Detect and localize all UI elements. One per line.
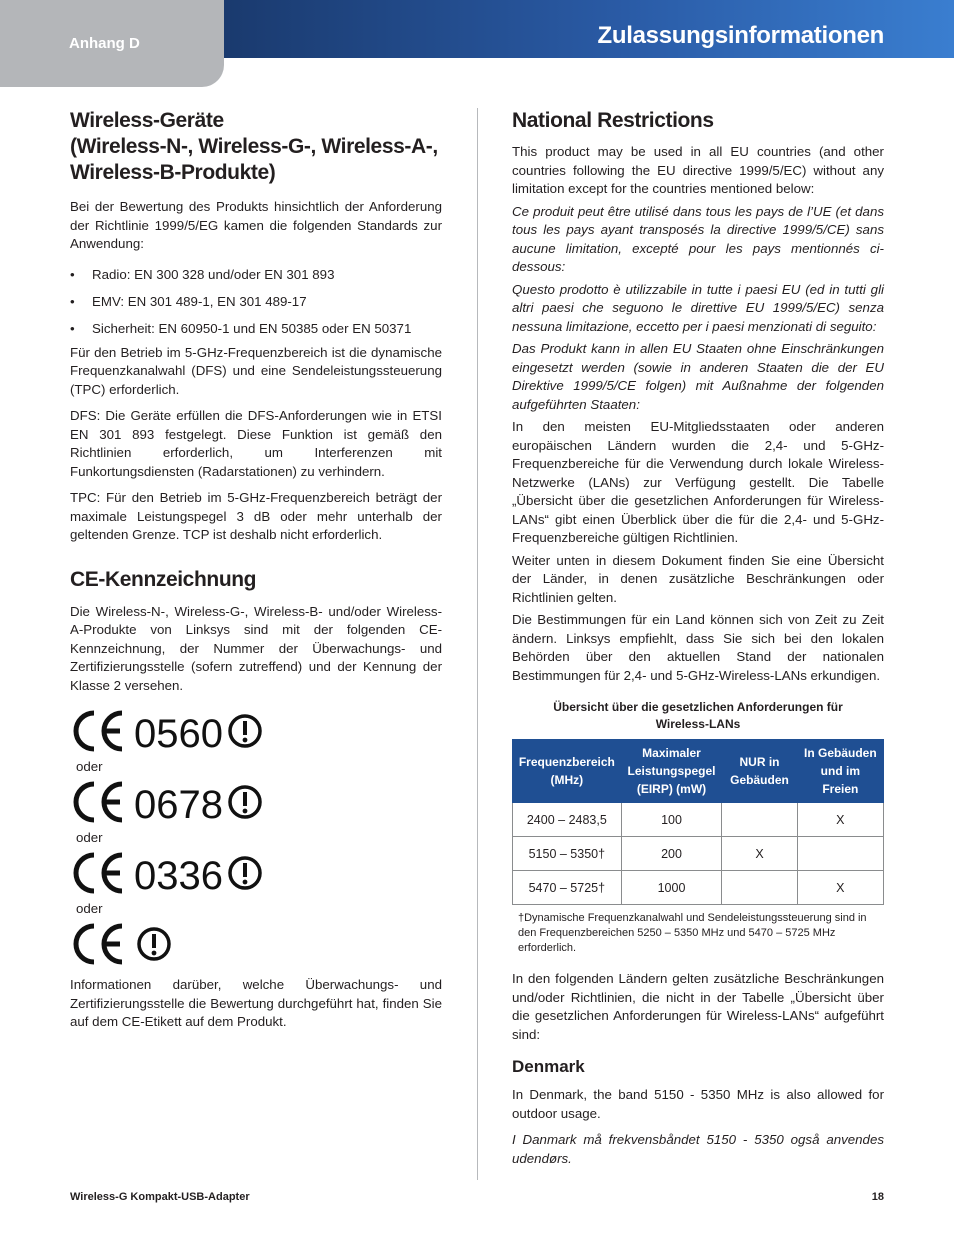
ce-logo-icon [70,709,270,753]
table-row [513,837,884,871]
table-cell: 100 [621,803,722,837]
page-title: Zulassungsinformationen [597,22,884,49]
appendix-label: Anhang D [69,35,140,52]
restrictions-fr: Ce produit peut être utilisé dans tous les pays de l’UE (et dans tous les pays ayant transposés la directive 1999/5/CE) sans aucune limitation, excepté pour les pays mentionnés ci-dessous: [512,203,884,274]
table-cell: 2400 – 2483,5 [513,803,622,837]
standards-intro: Bei der Bewertung des Produkts hinsichtlich der Anforderung der Richtlinie 1999/5/EG kamen die folgenden Standards zur Anwendung: [70,199,442,251]
table-cell: 5470 – 5725† [513,871,622,905]
tpc-paragraph: TPC: Für den Betrieb im 5-GHz-Frequenzbereich beträgt der maximale Leistungspegel 3 dB oder mehr unterhalb der geltenden Grenze. TCP ist deshalb nicht erforderlich. [70,490,442,542]
list-item: • Radio: EN 300 328 und/oder EN 301 893 [70,266,442,284]
eu-bands-paragraph: In den meisten EU-Mitgliedsstaaten oder anderen europäischen Ländern wurden die 2,4- und 5-GHz-Frequenzbereiche für die Verwendung durch lokale Wireless-Netzwerke (LANs) zur Verfügung gestellt. Die Tabelle „Übersicht über die gesetzlichen Anforderungen für Wireless-LANs“ gibt einen Überblick über die für die 2,4- und 5-GHz-Frequenzbereiche gültigen Richtlinien. [512,419,884,545]
ce-logo-icon [70,851,270,895]
column-header: Maximaler Leistungspegel (EIRP) (mW) [621,740,722,803]
notified-body-number: 0560 [134,712,223,753]
footer-product: Wireless-G Kompakt-USB-Adapter [70,1191,250,1203]
table-cell [797,837,883,871]
national-restrictions-heading: National Restrictions [512,109,714,132]
table-header-row [513,740,884,803]
table-cell: 5150 – 5350† [513,837,622,871]
ce-heading: CE-Kennzeichnung [70,567,257,591]
ce-marks [70,707,442,968]
table-cell: X [797,803,883,837]
page-number: 18 [871,1191,884,1203]
oder-label: oder [76,901,103,916]
table-cell: 1000 [621,871,722,905]
left-column [70,108,442,1032]
table-caption: Übersicht über die gesetzlichen Anforderungen für Wireless-LANs [553,700,843,731]
appendix-tab [0,0,224,87]
ce-logo-icon [70,922,180,966]
standards-list [70,266,442,338]
table-footnote: †Dynamische Frequenzkanalwahl und Sendeleistungssteuerung sind in den Frequenzbereichen 5250 – 5350 MHz und 5470 – 5725 MHz erforderlich. [518,912,867,954]
table-cell: X [797,871,883,905]
additional-restrictions-paragraph: In den folgenden Ländern gelten zusätzliche Beschränkungen und/oder Richtlinien, die nicht in der Tabelle „Übersicht über die gesetzlichen Anforderungen für Wireless-LANs“ aufgeführt sind: [512,971,884,1042]
dfs-paragraph: DFS: Die Geräte erfüllen die DFS-Anforderungen wie in ETSI EN 301 893 festgelegt. Diese Funktion ist gemäß den Richtlinien erforderlich, um Interferenzen mit Funkortungsdiensten (Radarstationen) zu verhindern. [70,408,442,479]
column-header: NUR in Gebäuden [722,740,797,803]
dfs-tpc-paragraph: Für den Betrieb im 5-GHz-Frequenzbereich ist die dynamische Frequenzkanalwahl (DFS) und eine Sendeleistungssteuerung (TPC) erforderlich. [70,344,442,397]
table-cell: 200 [621,837,722,871]
wireless-devices-heading: Wireless-Geräte (Wireless-N-, Wireless-G-, Wireless-A-, Wireless-B-Produkte) [70,109,438,184]
denmark-da: I Danmark må frekvensbåndet 5150 - 5350 også anvendes udendørs. [512,1132,884,1166]
column-header: In Gebäuden und im Freien [797,740,883,803]
oder-label: oder [76,759,103,774]
denmark-heading: Denmark [512,1057,585,1076]
oder-label: oder [76,830,103,845]
denmark-en: In Denmark, the band 5150 - 5350 MHz is also allowed for outdoor usage. [512,1087,884,1121]
table-row [513,871,884,905]
requirements-table [512,739,884,905]
list-item: • EMV: EN 301 489-1, EN 301 489-17 [70,293,442,311]
header-banner [224,0,954,58]
ce-paragraph: Die Wireless-N-, Wireless-G-, Wireless-B- und/oder Wireless-A-Produkte von Linksys sind mit der folgenden CE-Kennzeichnung, der Nummer der Überwachungs- und Zertifizierungsstelle (sofern zutreffend) und der Kennung der Klasse 2 versehen. [70,603,442,693]
regulations-change-paragraph: Die Bestimmungen für ein Land können sich von Zeit zu Zeit ändern. Linksys empfiehlt, dass Sie sich bei den lokalen Behörden über den aktuellen Stand der nationalen Bestimmungen für 2,4- und 5-GHz-Wireless-LANs erkundigen. [512,612,884,683]
ce-closing-paragraph: Informationen darüber, welche Überwachungs- und Zertifizierungsstelle die Bewertung durchgeführt hat, finden Sie auf dem CE-Etikett auf dem Produkt. [70,977,442,1029]
table-cell [722,803,797,837]
column-header: Frequenzbereich (MHz) [513,740,622,803]
further-countries-paragraph: Weiter unten in diesem Dokument finden Sie eine Übersicht der Länder, in denen zusätzliche Beschränkungen oder Richtlinien gelten. [512,552,884,605]
notified-body-number: 0678 [134,783,223,824]
restrictions-de: Das Produkt kann in allen EU Staaten ohne Einschränkungen eingesetzt werden (sowie in anderen Staaten die der EU Direktive 1999/5/CE folgen) mit Außnahme der folgenden aufgeführten Staaten: [512,341,884,412]
table-cell: X [722,837,797,871]
ce-mark [70,920,442,968]
notified-body-number: 0336 [134,854,223,895]
ce-mark [70,778,442,826]
restrictions-it: Questo prodotto è utilizzabile in tutte i paesi EU (ed in tutti gli altri paesi che seguono le direttive EU 1999/5/EC) senza nessuna limitazione, eccetto per i paesi menzionati di seguito: [512,281,884,334]
ce-mark [70,707,442,755]
ce-mark [70,849,442,897]
list-item: • Sicherheit: EN 60950-1 und EN 50385 oder EN 50371 [70,320,442,338]
right-column [512,108,884,1168]
restrictions-en: This product may be used in all EU countries (and other countries following the EU directive 1999/5/EC) without any limitation except for the countries mentioned below: [512,144,884,196]
ce-logo-icon [70,780,270,824]
table-cell [722,871,797,905]
column-divider [477,108,478,1180]
table-row [513,803,884,837]
